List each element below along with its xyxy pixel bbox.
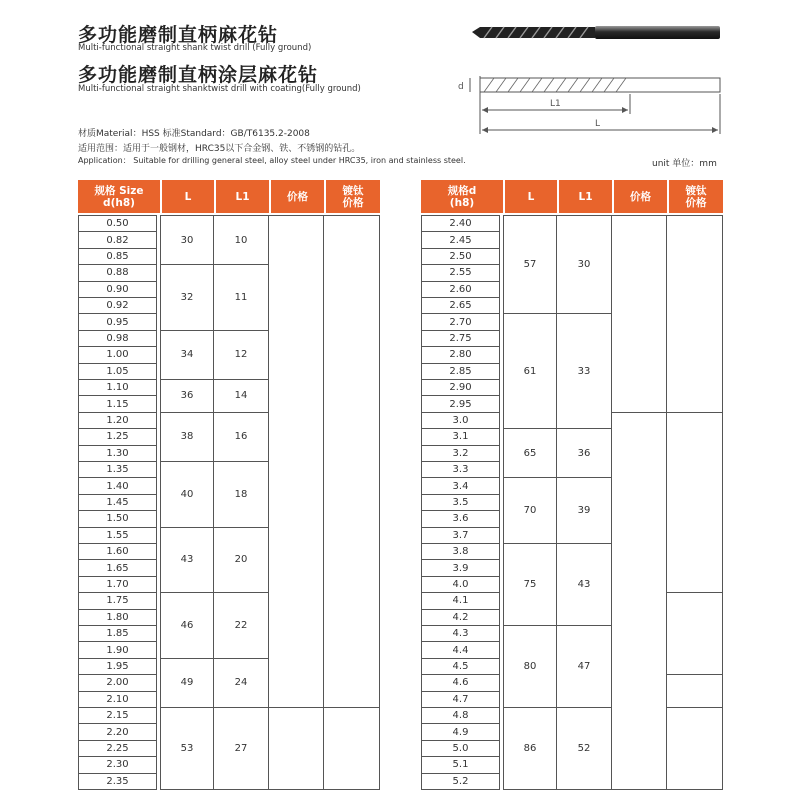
flute-length-cell: 16 bbox=[213, 412, 269, 462]
material-standard-line: 材质Material：HSS 标准Standard：GB/T6135.2-2008 bbox=[78, 129, 310, 139]
coated-price-cell bbox=[323, 215, 380, 708]
size-cell: 0.95 bbox=[78, 313, 157, 330]
size-cell: 1.85 bbox=[78, 625, 157, 642]
size-cell: 0.90 bbox=[78, 281, 157, 298]
size-cell: 2.95 bbox=[421, 395, 500, 412]
header-coated-price: 镀钛 价格 bbox=[326, 180, 380, 213]
size-cell: 2.90 bbox=[421, 379, 500, 396]
header-price: 价格 bbox=[614, 180, 667, 213]
size-cell: 1.20 bbox=[78, 412, 157, 429]
size-cell: 1.35 bbox=[78, 461, 157, 478]
length-cell: 36 bbox=[160, 379, 214, 413]
flute-length-cell: 10 bbox=[213, 215, 269, 265]
flute-length-cell: 14 bbox=[213, 379, 269, 413]
flute-length-cell: 47 bbox=[556, 625, 612, 708]
header-size: 规格d (h8) bbox=[421, 180, 503, 213]
length-cell: 40 bbox=[160, 461, 214, 528]
size-cell: 2.45 bbox=[421, 231, 500, 248]
header-l1: L1 bbox=[216, 180, 269, 213]
header-size: 规格 Size d(h8) bbox=[78, 180, 160, 213]
size-cell: 4.4 bbox=[421, 641, 500, 658]
size-cell: 4.7 bbox=[421, 691, 500, 708]
size-cell: 1.05 bbox=[78, 363, 157, 380]
size-cell: 1.30 bbox=[78, 445, 157, 462]
left-spec-table bbox=[78, 180, 380, 792]
size-cell: 2.75 bbox=[421, 330, 500, 347]
price-cell bbox=[611, 412, 667, 790]
size-cell: 4.5 bbox=[421, 658, 500, 675]
size-cell: 1.75 bbox=[78, 592, 157, 609]
price-cell bbox=[268, 215, 324, 708]
size-cell: 2.00 bbox=[78, 674, 157, 691]
flute-length-cell: 18 bbox=[213, 461, 269, 528]
size-cell: 2.30 bbox=[78, 756, 157, 773]
size-cell: 2.70 bbox=[421, 313, 500, 330]
size-cell: 1.00 bbox=[78, 346, 157, 363]
length-cell: 61 bbox=[503, 313, 557, 429]
right-spec-table bbox=[421, 180, 723, 792]
size-cell: 3.4 bbox=[421, 477, 500, 494]
length-cell: 46 bbox=[160, 592, 214, 659]
size-cell: 2.80 bbox=[421, 346, 500, 363]
size-cell: 4.2 bbox=[421, 609, 500, 626]
size-cell: 1.50 bbox=[78, 510, 157, 527]
size-cell: 0.85 bbox=[78, 248, 157, 265]
size-cell: 1.80 bbox=[78, 609, 157, 626]
size-cell: 0.50 bbox=[78, 215, 157, 232]
size-cell: 1.65 bbox=[78, 559, 157, 576]
size-cell: 1.95 bbox=[78, 658, 157, 675]
size-cell: 1.55 bbox=[78, 527, 157, 544]
length-cell: 49 bbox=[160, 658, 214, 708]
size-cell: 1.10 bbox=[78, 379, 157, 396]
coated-price-cell bbox=[666, 215, 723, 413]
length-cell: 70 bbox=[503, 477, 557, 544]
size-cell: 1.90 bbox=[78, 641, 157, 658]
header-l1: L1 bbox=[559, 180, 612, 213]
title-cn-2: 多功能磨制直柄涂层麻花钻 bbox=[78, 64, 319, 86]
diagram-l1-label: L1 bbox=[550, 99, 561, 109]
application-en: Application： Suitable for drilling general steel, alloy steel under HRC35, iron and stainless steel. bbox=[78, 156, 466, 165]
length-cell: 75 bbox=[503, 543, 557, 626]
size-cell: 5.0 bbox=[421, 740, 500, 757]
application-cn: 适用范围：适用于一般钢材，HRC35以下合金钢、铁、不锈钢的钻孔。 bbox=[78, 144, 361, 154]
length-cell: 38 bbox=[160, 412, 214, 462]
length-cell: 32 bbox=[160, 264, 214, 331]
size-cell: 3.1 bbox=[421, 428, 500, 445]
price-cell bbox=[611, 215, 667, 413]
size-cell: 0.98 bbox=[78, 330, 157, 347]
price-cell bbox=[268, 707, 324, 790]
diagram-d-label: d bbox=[458, 82, 464, 92]
length-cell: 65 bbox=[503, 428, 557, 478]
size-cell: 3.0 bbox=[421, 412, 500, 429]
flute-length-cell: 52 bbox=[556, 707, 612, 790]
flute-length-cell: 30 bbox=[556, 215, 612, 314]
size-cell: 2.50 bbox=[421, 248, 500, 265]
size-cell: 2.55 bbox=[421, 264, 500, 281]
coated-price-cell bbox=[666, 592, 723, 675]
length-cell: 80 bbox=[503, 625, 557, 708]
size-cell: 3.6 bbox=[421, 510, 500, 527]
length-cell: 57 bbox=[503, 215, 557, 314]
size-cell: 1.15 bbox=[78, 395, 157, 412]
flute-length-cell: 36 bbox=[556, 428, 612, 478]
size-cell: 1.70 bbox=[78, 576, 157, 593]
diagram-l-label: L bbox=[595, 119, 601, 129]
size-cell: 4.3 bbox=[421, 625, 500, 642]
size-cell: 4.6 bbox=[421, 674, 500, 691]
size-cell: 5.2 bbox=[421, 773, 500, 790]
size-cell: 2.65 bbox=[421, 297, 500, 314]
size-cell: 3.7 bbox=[421, 527, 500, 544]
size-cell: 0.82 bbox=[78, 231, 157, 248]
flute-length-cell: 43 bbox=[556, 543, 612, 626]
size-cell: 3.8 bbox=[421, 543, 500, 560]
flute-length-cell: 33 bbox=[556, 313, 612, 429]
size-cell: 4.8 bbox=[421, 707, 500, 724]
size-cell: 3.5 bbox=[421, 494, 500, 511]
size-cell: 1.40 bbox=[78, 477, 157, 494]
flute-length-cell: 22 bbox=[213, 592, 269, 659]
coated-price-cell bbox=[666, 707, 723, 790]
size-cell: 3.2 bbox=[421, 445, 500, 462]
drill-dimension-diagram bbox=[450, 68, 730, 140]
flute-length-cell: 12 bbox=[213, 330, 269, 380]
header-coated-price: 镀钛 价格 bbox=[669, 180, 723, 213]
size-cell: 2.20 bbox=[78, 723, 157, 740]
title-en-1: Multi-functional straight shank twist drill (Fully ground) bbox=[78, 43, 312, 53]
flute-length-cell: 20 bbox=[213, 527, 269, 594]
header-l: L bbox=[162, 180, 214, 213]
header-l: L bbox=[505, 180, 557, 213]
coated-price-cell bbox=[666, 674, 723, 708]
size-cell: 2.15 bbox=[78, 707, 157, 724]
drill-photo bbox=[470, 18, 725, 48]
title-en-2: Multi-functional straight shanktwist drill with coating(Fully ground) bbox=[78, 84, 361, 94]
size-cell: 4.1 bbox=[421, 592, 500, 609]
flute-length-cell: 24 bbox=[213, 658, 269, 708]
length-cell: 34 bbox=[160, 330, 214, 380]
length-cell: 43 bbox=[160, 527, 214, 594]
coated-price-cell bbox=[323, 707, 380, 790]
size-cell: 4.9 bbox=[421, 723, 500, 740]
size-cell: 0.92 bbox=[78, 297, 157, 314]
size-cell: 2.85 bbox=[421, 363, 500, 380]
size-cell: 3.3 bbox=[421, 461, 500, 478]
length-cell: 53 bbox=[160, 707, 214, 790]
size-cell: 2.40 bbox=[421, 215, 500, 232]
size-cell: 1.60 bbox=[78, 543, 157, 560]
length-cell: 86 bbox=[503, 707, 557, 790]
size-cell: 2.25 bbox=[78, 740, 157, 757]
size-cell: 2.60 bbox=[421, 281, 500, 298]
header-price: 价格 bbox=[271, 180, 324, 213]
flute-length-cell: 11 bbox=[213, 264, 269, 331]
size-cell: 4.0 bbox=[421, 576, 500, 593]
unit-label: unit 单位：mm bbox=[652, 159, 717, 169]
size-cell: 2.35 bbox=[78, 773, 157, 790]
coated-price-cell bbox=[666, 412, 723, 593]
flute-length-cell: 39 bbox=[556, 477, 612, 544]
size-cell: 2.10 bbox=[78, 691, 157, 708]
length-cell: 30 bbox=[160, 215, 214, 265]
size-cell: 0.88 bbox=[78, 264, 157, 281]
flute-length-cell: 27 bbox=[213, 707, 269, 790]
title-cn-1: 多功能磨制直柄麻花钻 bbox=[78, 24, 279, 46]
size-cell: 3.9 bbox=[421, 559, 500, 576]
size-cell: 5.1 bbox=[421, 756, 500, 773]
size-cell: 1.45 bbox=[78, 494, 157, 511]
size-cell: 1.25 bbox=[78, 428, 157, 445]
